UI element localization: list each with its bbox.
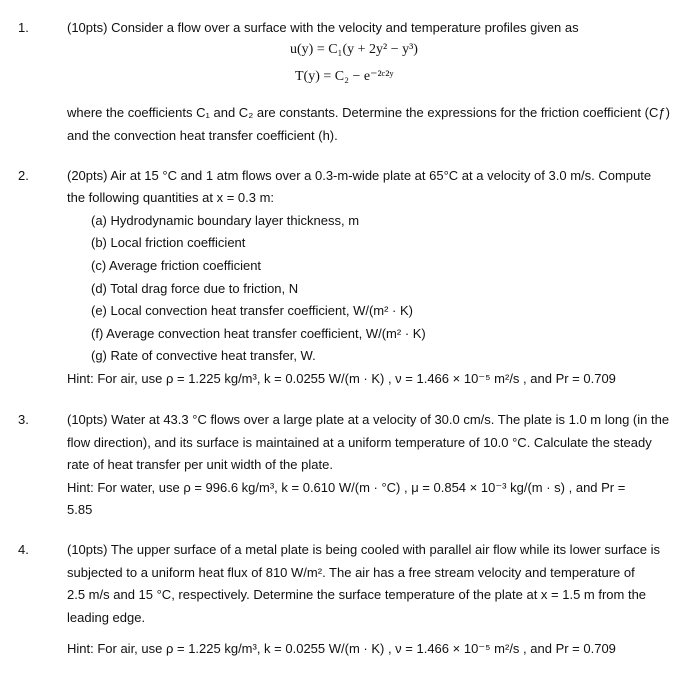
- list-item: (a) Hydrodynamic boundary layer thickness, m: [91, 213, 360, 228]
- hint-line: Hint: For air, use ρ = 1.225 kg/m³, k = 0.0255 W/(m · K) , ν = 1.466 × 10⁻⁵ m²/s , and Pr = 0.709: [67, 641, 616, 656]
- problem-text-line: and the convection heat transfer coefficient (h).: [67, 128, 338, 143]
- problem-text-line: the following quantities at x = 0.3 m:: [67, 190, 275, 205]
- list-item: (b) Local friction coefficient: [91, 235, 246, 250]
- problem-text-line: (10pts) The upper surface of a metal plate is being cooled with parallel air flow while its lower surface is: [67, 542, 660, 557]
- problem-text-line: where the coefficients C₁ and C₂ are constants. Determine the expressions for the friction coefficient (Cƒ): [67, 105, 670, 120]
- problem-text-line: subjected to a uniform heat flux of 810 W/m². The air has a free stream velocity and temperature of: [67, 565, 635, 580]
- problem-text-line: 2.5 m/s and 15 °C, respectively. Determine the surface temperature of the plate at x = 1.5 m from the: [67, 587, 647, 602]
- list-item: (f) Average convection heat transfer coefficient, W/(m² · K): [91, 326, 426, 341]
- list-item: (c) Average friction coefficient: [91, 258, 262, 273]
- problem-text-line: flow direction), and its surface is maintained at a uniform temperature of 10.0 °C. Calculate the steady: [67, 435, 652, 450]
- problem-text-line: (10pts) Water at 43.3 °C flows over a large plate at a velocity of 30.0 cm/s. The plate is 1.0 m long (in the: [67, 412, 670, 427]
- problem-number: 2.: [18, 168, 29, 183]
- problem-number: 4.: [18, 542, 29, 557]
- problem-text-line: (20pts) Air at 15 °C and 1 atm flows over a 0.3-m-wide plate at 65°C at a velocity of 3.0 m/s. Compute: [67, 168, 652, 183]
- problem-number: 1.: [18, 20, 29, 35]
- list-item: (d) Total drag force due to friction, N: [91, 281, 299, 296]
- problem-text-line: leading edge.: [67, 610, 146, 625]
- hint-line: Hint: For water, use ρ = 996.6 kg/m³, k = 0.610 W/(m · °C) , μ = 0.854 × 10⁻³ kg/(m · s) , and Pr =: [67, 480, 626, 495]
- hint-line: Hint: For air, use ρ = 1.225 kg/m³, k = 0.0255 W/(m · K) , ν = 1.466 × 10⁻⁵ m²/s , and Pr = 0.709: [67, 371, 616, 386]
- list-item: (e) Local convection heat transfer coefficient, W/(m² · K): [91, 303, 413, 318]
- temperature-profile-equation: T(y) = C₂ − e⁻²ᶜ²ʸ: [295, 69, 394, 84]
- problem-number: 3.: [18, 412, 29, 427]
- problem-text-line: (10pts) Consider a flow over a surface with the velocity and temperature profiles given as: [67, 20, 579, 35]
- list-item: (g) Rate of convective heat transfer, W.: [91, 348, 316, 363]
- velocity-profile-equation: u(y) = C₁(y + 2y² − y³): [290, 42, 418, 57]
- hint-line: 5.85: [67, 502, 93, 517]
- problem-text-line: rate of heat transfer per unit width of the plate.: [67, 457, 333, 472]
